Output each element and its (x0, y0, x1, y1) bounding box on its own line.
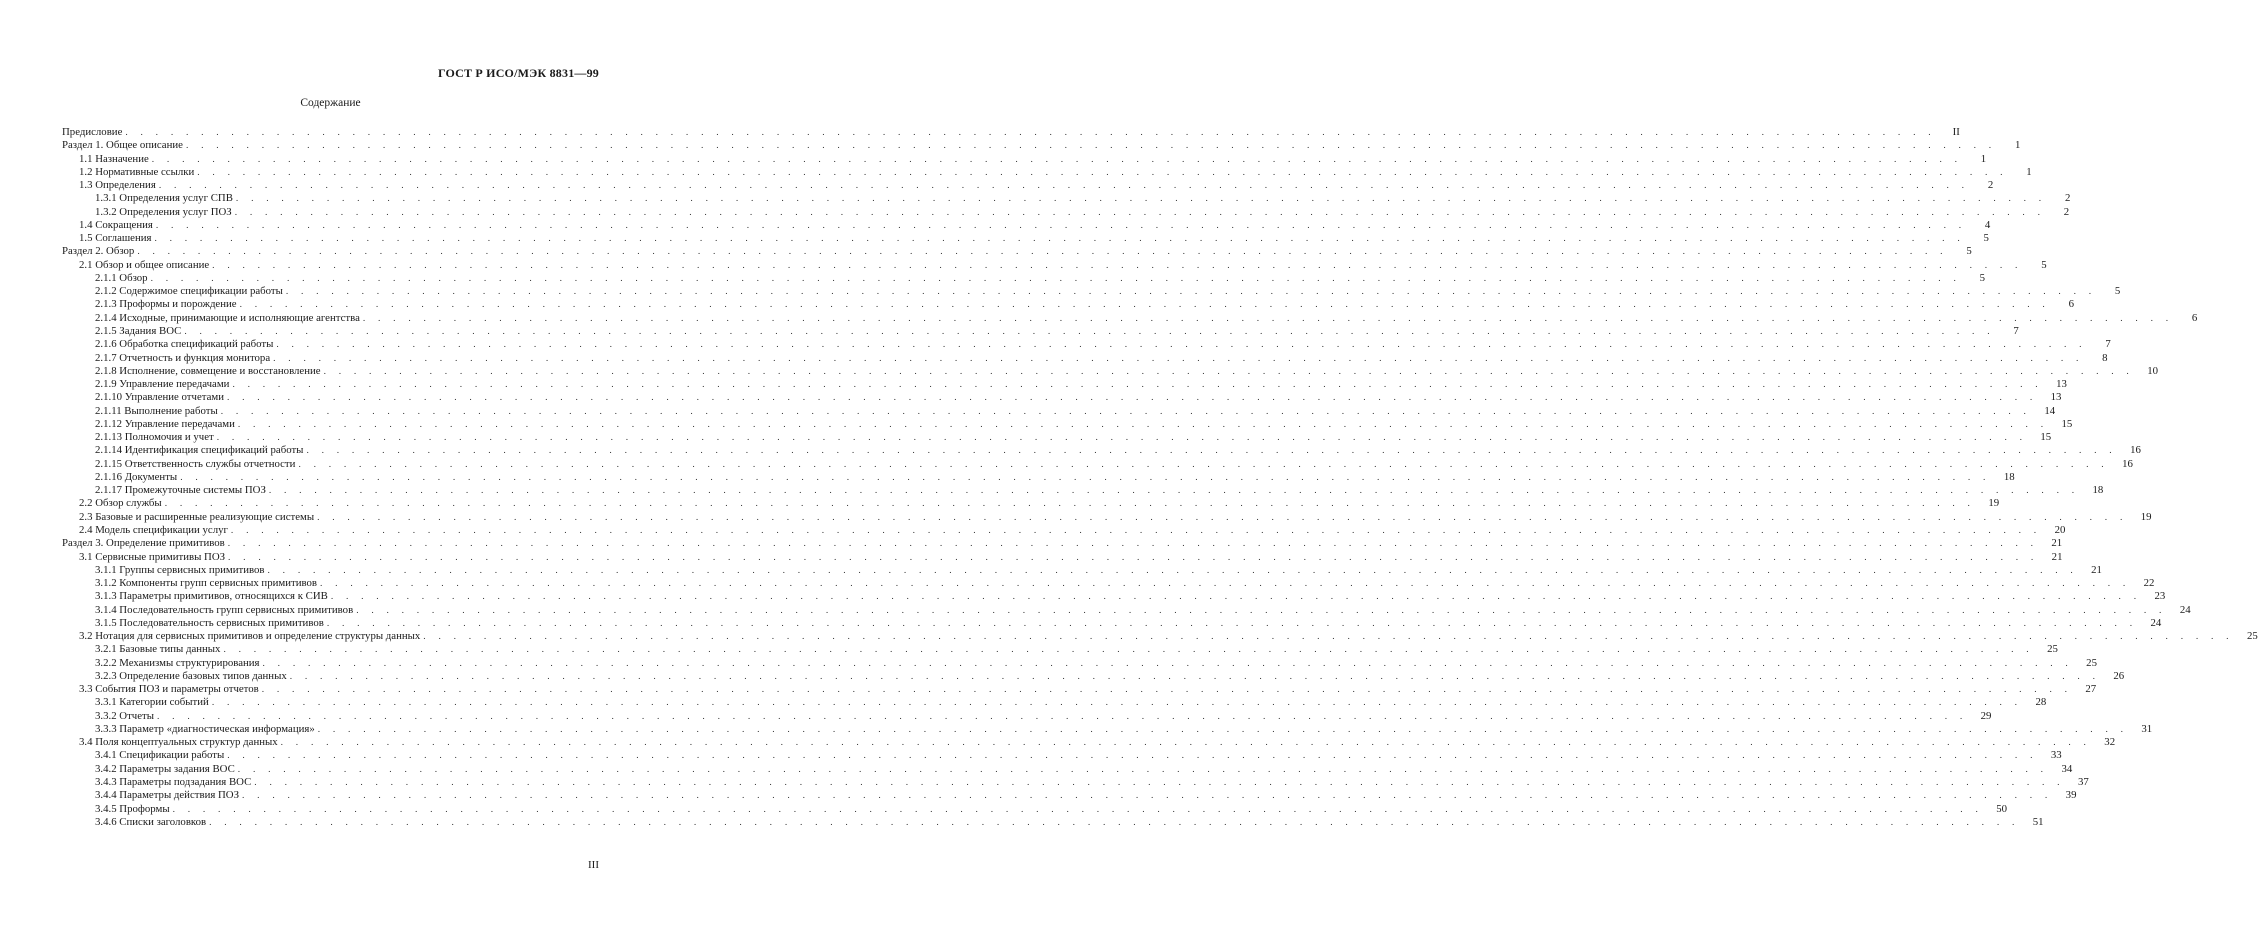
toc-entry-page: 5 (2041, 258, 2047, 271)
toc-entry[interactable] (62, 232, 1989, 245)
toc-entry-page: 32 (2104, 736, 2116, 749)
toc-leader-dots: . . . . . . . . . . . . . . . . . . . . . . . . . . . . . . . . . . . . . . . . . . . . . . . . . . . . . . . . . . . . . . . . . . . . . . . . . . . . . . . . . . . . . . . . . . . . . . . . . . . . . . . . . . . . . . . . . . . . . . . . (228, 552, 2039, 563)
toc-leader-dots: . . . . . . . . . . . . . . . . . . . . . . . . . . . . . . . . . . . . . . . . . . . . . . . . . . . . . . . . . . . . . . . . . . . . . . . . . . . . . . . . . . . . . . . . . . . . . . . . . . . . . . . . . . . . . . . . . . . . . . . . (180, 472, 1991, 483)
toc-leader-dots: . . . . . . . . . . . . . . . . . . . . . . . . . . . . . . . . . . . . . . . . . . . . . . . . . . . . . . . . . . . . . . . . . . . . . . . . . . . . . . . . . . . . . . . . . . . . . . . . . . . . . . . . . . . . . . . . . . . . . . . . (237, 419, 2049, 430)
toc-leader-dots: . . . . . . . . . . . . . . . . . . . . . . . . . . . . . . . . . . . . . . . . . . . . . . . . . . . . . . . . . . . . . . . . . . . . . . . . . . . . . . . . . . . . . . . . . . . . . . . . . . . . . . . . . . . . . . . . . . . . . . . . (223, 645, 2034, 656)
toc-entry[interactable] (62, 510, 2152, 524)
toc-entry[interactable] (62, 736, 2116, 749)
toc-entry-page: 8 (2102, 351, 2108, 364)
toc-entry-label: 2.4 Модель спецификации услуг (79, 523, 228, 536)
toc-entry[interactable] (62, 364, 2158, 378)
toc-entry[interactable] (62, 404, 2056, 418)
toc-leader-dots: . . . . . . . . . . . . . . . . . . . . . . . . . . . . . . . . . . . . . . . . . . . . . . . . . . . . . . . . . . . . . . . . . . . . . . . . . . . . . . . . . . . . . . . . . . . . . . . . . . . . . . . . . . . . . . . . . . . . . . . . (155, 220, 1967, 231)
toc-entry-page: 14 (2044, 404, 2056, 417)
toc-leader-dots: . . . . . . . . . . . . . . . . . . . . . . . . . . . . . . . . . . . . . . . . . . . . . . . . . . . . . . . . . . . . . . . . . . . . . . . . . . . . . . . . . . . . . . . . . . . . . . . . . . . . . . . . . . . . . . . . . . . . . . . . (423, 632, 2234, 643)
toc-entry-label: 3.1.4 Последовательность групп сервисных примитивов (95, 603, 354, 616)
toc-entry-page: 31 (2141, 722, 2153, 735)
toc-entry[interactable] (62, 550, 2063, 564)
toc-leader-dots: . . . . . . . . . . . . . . . . . . . . . . . . . . . . . . . . . . . . . . . . . . . . . . . . . . . . . . . . . . . . . . . . . . . . . . . . . . . . . . . . . . . . . . . . . . . . . . . . . . . . . . . . . . . . . . . . . . . . . . . . (184, 326, 1995, 337)
toc-entry-label: 2.2 Обзор службы (79, 497, 162, 510)
toc-leader-dots: . . . . . . . . . . . . . . . . . . . . . . . . . . . . . . . . . . . . . . . . . . . . . . . . . . . . . . . . . . . . . . . . . . . . . . . . . . . . . . . . . . . . . . . . . . . . . . . . . . . . . . . . . . . . . . . . . . . . . . . . (230, 525, 2042, 536)
toc-entry[interactable] (62, 722, 2153, 736)
toc-entry-label: Раздел 2. Обзор (62, 245, 135, 258)
toc-entry[interactable] (62, 523, 2066, 537)
toc-entry-label: 1.4 Сокращения (79, 218, 153, 231)
toc-entry[interactable] (62, 709, 1992, 723)
toc-entry-page: 21 (2051, 550, 2063, 563)
toc-entry-label: 2.1.12 Управление передачами (95, 417, 235, 430)
toc-entry-page: 18 (2003, 470, 2015, 483)
toc-entry-label: 2.1.7 Отчетность и функция монитора (95, 351, 271, 364)
toc-entry[interactable] (62, 669, 2125, 683)
toc-entry-label: 1.2 Нормативные ссылки (79, 165, 195, 178)
toc-entry-page: 24 (2150, 616, 2162, 629)
toc-entry[interactable] (62, 444, 2141, 457)
toc-leader-dots: . . . . . . . . . . . . . . . . . . . . . . . . . . . . . . . . . . . . . . . . . . . . . . . . . . . . . . . . . . . . . . . . . . . . . . . . . . . . . . . . . . . . . . . . . . . . . . . . . . . . . . . . . . . . . . . . . . . . . . . . (326, 618, 2138, 629)
toc-entry-label: 2.1.1 Обзор (95, 271, 148, 284)
toc-entry[interactable] (62, 484, 2104, 497)
toc-leader-dots: . . . . . . . . . . . . . . . . . . . . . . . . . . . . . . . . . . . . . . . . . . . . . . . . . . . . . . . . . . . . . . . . . . . . . . . . . . . . . . . . . . . . . . . . . . . . . . . . . . . . . . . . . . . . . . . . . . . . . . . . (356, 605, 2167, 616)
toc-entry-page: 23 (2154, 590, 2166, 603)
toc-entry-page: 6 (2068, 298, 2075, 311)
toc-entry-page: 37 (2077, 776, 2089, 789)
toc-entry[interactable] (62, 152, 1987, 166)
toc-entry-label: 3.4.4 Параметры действия ПОЗ (95, 789, 240, 802)
toc-entry-page: 25 (2246, 630, 2258, 643)
toc-entry-page: II (1952, 126, 1960, 138)
toc-entry[interactable] (62, 749, 2062, 762)
toc-entry-label: 2.1.2 Содержимое спецификации работы (95, 285, 283, 298)
toc-leader-dots: . . . . . . . . . . . . . . . . . . . . . . . . . . . . . . . . . . . . . . . . . . . . . . . . . . . . . . . . . . . . . . . . . . . . . . . . . . . . . . . . . . . . . . . . . . . . . . . . . . . . . . . . . . . . . . . . . . . . . . . . (234, 207, 2046, 218)
toc-entry-label: 1.3.1 Определения услуг СПВ (95, 192, 233, 205)
toc-leader-dots: . . . . . . . . . . . . . . . . . . . . . . . . . . . . . . . . . . . . . . . . . . . . . . . . . . . . . . . . . . . . . . . . . . . . . . . . . . . . . . . . . . . . . . . . . . . . . . . . . . . . . . . . . . . . . . . . . . . . . . . . (237, 764, 2049, 775)
toc-leader-dots: . . . . . . . . . . . . . . . . . . . . . . . . . . . . . . . . . . . . . . . . . . . . . . . . . . . . . . . . . . . . . . . . . . . . . . . . . . . . . . . . . . . . . . . . . . . . . . . . . . . . . . . . . . . . . . . . . . . . . . . . (254, 778, 2065, 789)
toc-leader-dots: . . . . . . . . . . . . . . . . . . . . . . . . . . . . . . . . . . . . . . . . . . . . . . . . . . . . . . . . . . . . . . . . . . . . . . . . . . . . . . . . . . . . . . . . . . . . . . . . . . . . . . . . . . . . . . . . . . . . . . . . (157, 711, 1968, 722)
toc-entry-page: 28 (2035, 696, 2047, 709)
toc-entry-page: 21 (2091, 563, 2102, 576)
toc-entry[interactable] (62, 616, 2162, 630)
toc-leader-dots: . . . . . . . . . . . . . . . . . . . . . . . . . . . . . . . . . . . . . . . . . . . . . . . . . . . . . . . . . . . . . . . . . . . . . . . . . . . . . . . . . . . . . . . . . . . . . . . . . . . . . . . . . . . . . . . . . . . . . . . . (164, 499, 1976, 510)
toc-entry[interactable] (62, 802, 2008, 816)
toc-leader-dots: . . . . . . . . . . . . . . . . . . . . . . . . . . . . . . . . . . . . . . . . . . . . . . . . . . . . . . . . . . . . . . . . . . . . . . . . . . . . . . . . . . . . . . . . . . . . . . . . . . . . . . . . . . . . . . . . . . . . . . . . (317, 512, 2128, 523)
toc-entry-label: 2.1.10 Управление отчетами (95, 391, 224, 404)
toc-entry[interactable] (62, 205, 2070, 219)
toc-entry-label: 1.3.2 Определения услуг ПОЗ (95, 205, 232, 218)
toc-entry-label: 3.2.3 Определение базовых типов данных (95, 669, 287, 682)
toc-entry[interactable] (62, 762, 2073, 776)
toc-entry-label: 3.4.2 Параметры задания ВОС (95, 762, 235, 775)
toc-leader-dots: . . . . . . . . . . . . . . . . . . . . . . . . . . . . . . . . . . . . . . . . . . . . . . . . . . . . . . . . . . . . . . . . . . . . . . . . . . . . . . . . . . . . . . . . . . . . . . . . . . . . . . . . . . . . . . . . . . . . . . . . (216, 433, 2028, 444)
toc-leader-dots: . . . . . . . . . . . . . . . . . . . . . . . . . . . . . . . . . . . . . . . . . . . . . . . . . . . . . . . . . . . . . . . . . . . . . . . . . . . . . . . . . . . . . . . . . . . . . . . . . . . . . . . . . . . . . . . . . . . . . . . . (317, 724, 2129, 735)
toc-entry[interactable] (62, 431, 2052, 444)
toc-entry-label: 3.4.3 Параметры подзадания ВОС (95, 776, 252, 789)
toc-entry-page: 25 (2047, 643, 2058, 656)
toc-entry-page: 1 (2014, 139, 2021, 152)
page-number: III (588, 859, 599, 871)
toc-leader-dots: . . . . . . . . . . . . . . . . . . . . . . . . . . . . . . . . . . . . . . . . . . . . . . . . . . . . . . . . . . . . . . . . . . . . . . . . . . . . . . . . . . . . . . . . . . . . . . . . . . . . . . . . . . . . . . . . . . . . . . . . (323, 366, 2134, 377)
toc-title: Содержание (300, 97, 361, 109)
toc-entry-label: 3.4 Поля концептуальных структур данных (79, 736, 278, 749)
toc-entry[interactable] (62, 643, 2058, 656)
toc-entry-page: 5 (1983, 232, 1989, 245)
toc-entry[interactable] (62, 271, 1986, 285)
toc-leader-dots: . . . . . . . . . . . . . . . . . . . . . . . . . . . . . . . . . . . . . . . . . . . . . . . . . . . . . . . . . . . . . . . . . . . . . . . . . . . . . . . . . . . . . . . . . . . . . . . . . . . . . . . . . . . . . . . . . . . . . . . . (158, 181, 1970, 192)
toc-leader-dots: . . . . . . . . . . . . . . . . . . . . . . . . . . . . . . . . . . . . . . . . . . . . . . . . . . . . . . . . . . . . . . . . . . . . . . . . . . . . . . . . . . . . . . . . . . . . . . . . . . . . . . . . . . . . . . . . . . . . . . . . (172, 804, 1984, 815)
toc-entry[interactable] (62, 563, 2102, 577)
toc-entry-page: 13 (2050, 391, 2062, 404)
toc-leader-dots: . . . . . . . . . . . . . . . . . . . . . . . . . . . . . . . . . . . . . . . . . . . . . . . . . . . . . . . . . . . . . . . . . . . . . . . . . . . . . . . . . . . . . . . . . . . . . . . . . . . . . . . . . . . . . . . . . . . . . . . . (289, 671, 2101, 682)
toc-entry-label: 2.1.4 Исходные, принимающие и исполняющие агентства (95, 311, 360, 324)
toc-entry-label: 2.1.9 Управление передачами (95, 378, 230, 391)
toc-leader-dots: . . . . . . . . . . . . . . . . . . . . . . . . . . . . . . . . . . . . . . . . . . . . . . . . . . . . . . . . . . . . . . . . . . . . . . . . . . . . . . . . . . . . . . . . . . . . . . . . . . . . . . . . . . . . . . . . . . . . . . . . (280, 738, 2092, 749)
toc-entry-label: 3.3.2 Отчеты (95, 709, 155, 722)
toc-entry[interactable] (62, 417, 2073, 431)
toc-entry-page: 10 (2147, 364, 2158, 377)
toc-entry-label: Раздел 1. Общее описание (62, 139, 183, 152)
toc-entry[interactable] (62, 603, 2191, 617)
toc-entry-label: 3.1.3 Параметры примитивов, относящихся к СИВ (95, 590, 328, 603)
toc-leader-dots: . . . . . . . . . . . . . . . . . . . . . . . . . . . . . . . . . . . . . . . . . . . . . . . . . . . . . . . . . . . . . . . . . . . . . . . . . . . . . . . . . . . . . . . . . . . . . . . . . . . . . . . . . . . . . . . . . . . . . . . . (232, 380, 2043, 391)
toc-entry-label: 1.1 Назначение (79, 152, 149, 165)
toc-entry-label: 2.1.17 Промежуточные системы ПОЗ (95, 484, 266, 497)
toc-entry-label: 2.3 Базовые и расширенные реализующие системы (79, 510, 315, 523)
toc-entry[interactable] (62, 218, 1991, 232)
toc-entry-page: 16 (2122, 457, 2133, 470)
toc-entry[interactable] (62, 537, 2063, 550)
toc-entry[interactable] (62, 696, 2047, 709)
toc-entry-page: 15 (2040, 431, 2052, 444)
toc-entry-label: 3.3 События ПОЗ и параметры отчетов (79, 683, 259, 696)
toc-entry-page: 20 (2054, 523, 2066, 536)
toc-entry[interactable] (62, 192, 2071, 205)
toc-entry-page: 5 (1966, 245, 1972, 258)
toc-entry[interactable] (62, 139, 2021, 152)
toc-entry-page: 1 (1980, 152, 1987, 165)
toc-entry[interactable] (62, 165, 2032, 179)
toc-entry[interactable] (62, 338, 2111, 351)
toc-entry-label: 3.4.5 Проформы (95, 802, 170, 815)
toc-entry[interactable] (62, 179, 1994, 192)
toc-entry-label: 3.2.1 Базовые типы данных (95, 643, 221, 656)
toc-entry[interactable] (62, 815, 2044, 829)
toc-entry-page: 33 (2050, 749, 2062, 762)
toc-entry-label: 2.1.16 Документы (95, 470, 178, 483)
toc-entry-page: 7 (2013, 324, 2019, 337)
toc-leader-dots: . . . . . . . . . . . . . . . . . . . . . . . . . . . . . . . . . . . . . . . . . . . . . . . . . . . . . . . . . . . . . . . . . . . . . . . . . . . . . . . . . . . . . . . . . . . . . . . . . . . . . . . . . . . . . . . . . . . . . . . . (298, 459, 2109, 470)
toc-entry[interactable] (62, 391, 2062, 404)
toc-entry[interactable] (62, 378, 2067, 391)
toc-entry[interactable] (62, 590, 2166, 603)
toc-leader-dots: . . . . . . . . . . . . . . . . . . . . . . . . . . . . . . . . . . . . . . . . . . . . . . . . . . . . . . . . . . . . . . . . . . . . . . . . . . . . . . . . . . . . . . . . . . . . . . . . . . . . . . . . . . . . . . . . . . . . . . . . (267, 565, 2078, 576)
toc-entry-page: 19 (1988, 497, 2000, 510)
toc-leader-dots: . . . . . . . . . . . . . . . . . . . . . . . . . . . . . . . . . . . . . . . . . . . . . . . . . . . . . . . . . . . . . . . . . . . . . . . . . . . . . . . . . . . . . . . . . . . . . . . . . . . . . . . . . . . . . . . . . . . . . . . . (227, 539, 2039, 550)
toc-entry-page: 24 (2179, 603, 2191, 616)
toc-entry-label: 3.1.1 Группы сервисных примитивов (95, 563, 265, 576)
toc-entry-label: 3.1.5 Последовательность сервисных примитивов (95, 616, 324, 629)
toc-entry-page: 18 (2092, 484, 2104, 497)
toc-entry-label: 2.1.14 Идентификация спецификаций работы (95, 444, 304, 457)
toc-entry-page: 34 (2061, 762, 2073, 775)
toc-leader-dots: . . . . . . . . . . . . . . . . . . . . . . . . . . . . . . . . . . . . . . . . . . . . . . . . . . . . . . . . . . . . . . . . . . . . . . . . . . . . . . . . . . . . . . . . . . . . . . . . . . . . . . . . . . . . . . . . . . . . . . . . (261, 685, 2073, 696)
toc-entry-label: 3.3.3 Параметр «диагностическая информация» (95, 722, 315, 735)
toc-entry[interactable] (62, 126, 1960, 139)
toc-entry-page: 27 (2085, 683, 2097, 696)
toc-entry-label: 3.2 Нотация для сервисных примитивов и определение структуры данных (79, 630, 421, 643)
toc-leader-dots: . . . . . . . . . . . . . . . . . . . . . . . . . . . . . . . . . . . . . . . . . . . . . . . . . . . . . . . . . . . . . . . . . . . . . . . . . . . . . . . . . . . . . . . . . . . . . . . . . . . . . . . . . . . . . . . . . . . . . . . . (227, 751, 2038, 762)
toc-entry[interactable] (62, 324, 2019, 338)
toc-entry-page: 19 (2140, 510, 2152, 523)
toc-leader-dots: . . . . . . . . . . . . . . . . . . . . . . . . . . . . . . . . . . . . . . . . . . . . . . . . . . . . . . . . . . . . . . . . . . . . . . . . . . . . . . . . . . . . . . . . . . . . . . . . . . . . . . . . . . . . . . . . . . . . . . . . (330, 592, 2142, 603)
toc-entry-label: 1.3 Определения (79, 179, 156, 192)
document-header: ГОСТ Р ИСО/МЭК 8831—99 (437, 66, 599, 80)
toc-entry-page: 7 (2105, 338, 2111, 351)
toc-leader-dots: . . . . . . . . . . . . . . . . . . . . . . . . . . . . . . . . . . . . . . . . . . . . . . . . . . . . . . . . . . . . . . . . . . . . . . . . . . . . . . . . . . . . . . . . . . . . . . . . . . . . . . . . . . . . . . . . . . . . . . . . (276, 340, 2087, 351)
toc-entry-page: 39 (2065, 789, 2077, 802)
toc-entry-page: 25 (2086, 656, 2097, 669)
toc-entry-label: 3.2.2 Механизмы структурирования (95, 656, 260, 669)
toc-leader-dots: . . . . . . . . . . . . . . . . . . . . . . . . . . . . . . . . . . . . . . . . . . . . . . . . . . . . . . . . . . . . . . . . . . . . . . . . . . . . . . . . . . . . . . . . . . . . . . . . . . . . . . . . . . . . . . . . . . . . . . . . (268, 486, 2080, 497)
toc-entry-page: 13 (2056, 378, 2067, 391)
toc-entry-page: 5 (2114, 285, 2121, 298)
toc-leader-dots: . . . . . . . . . . . . . . . . . . . . . . . . . . . . . . . . . . . . . . . . . . . . . . . . . . . . . . . . . . . . . . . . . . . . . . . . . . . . . . . . . . . . . . . . . . . . . . . . . . . . . . . . . . . . . . . . . . . . . . . . (362, 313, 2174, 324)
toc-entry[interactable] (62, 351, 2108, 365)
toc-entry-page: 1 (2026, 165, 2032, 178)
toc-entry-page: 2 (2063, 205, 2070, 218)
toc-entry[interactable] (62, 776, 2089, 789)
toc-entry-page: 50 (1996, 802, 2008, 815)
toc-leader-dots: . . . . . . . . . . . . . . . . . . . . . . . . . . . . . . . . . . . . . . . . . . . . . . . . . . . . . . . . . . . . . . . . . . . . . . . . . . . . . . . . . . . . . . . . . . . . . . . . . . . . . . . . . . . . . . . . . . . . . . . . (211, 698, 2023, 709)
toc-leader-dots: . . . . . . . . . . . . . . . . . . . . . . . . . . . . . . . . . . . . . . . . . . . . . . . . . . . . . . . . . . . . . . . . . . . . . . . . . . . . . . . . . . . . . . . . . . . . . . . . . . . . . . . . . . . . . . . . . . . . . . . . (154, 234, 1965, 245)
toc-entry-label: 2.1.8 Исполнение, совмещение и восстановление (95, 364, 321, 377)
toc-leader-dots: . . . . . . . . . . . . . . . . . . . . . . . . . . . . . . . . . . . . . . . . . . . . . . . . . . . . . . . . . . . . . . . . . . . . . . . . . . . . . . . . . . . . . . . . . . . . . . . . . . . . . . . . . . . . . . . . . . . . . . . . (185, 141, 1997, 152)
toc-entry-page: 29 (1980, 709, 1992, 722)
toc-entry[interactable] (62, 683, 2097, 696)
toc-entry-page: 15 (2061, 417, 2073, 430)
toc-entry-label: 2.1.13 Полномочия и учет (95, 431, 214, 444)
toc-entry[interactable] (62, 789, 2077, 802)
toc-leader-dots: . . . . . . . . . . . . . . . . . . . . . . . . . . . . . . . . . . . . . . . . . . . . . . . . . . . . . . . . . . . . . . . . . . . . . . . . . . . . . . . . . . . . . . . . . . . . . . . . . . . . . . . . . . . . . . . . . . . . . . . . (273, 353, 2084, 364)
toc-entry-label: 2.1.6 Обработка спецификаций работы (95, 338, 274, 351)
toc-entry-page: 5 (1979, 271, 1986, 284)
toc-entry-label: 2.1.5 Задания ВОС (95, 324, 182, 337)
toc-leader-dots: . . . . . . . . . . . . . . . . . . . . . . . . . . . . . . . . . . . . . . . . . . . . . . . . . . . . . . . . . . . . . . . . . . . . . . . . . . . . . . . . . . . . . . . . . . . . . . . . . . . . . . . . . . . . . . . . . . . . . . . . (220, 406, 2032, 417)
toc-leader-dots: . . . . . . . . . . . . . . . . . . . . . . . . . . . . . . . . . . . . . . . . . . . . . . . . . . . . . . . . . . . . . . . . . . . . . . . . . . . . . . . . . . . . . . . . . . . . . . . . . . . . . . . . . . . . . . . . . . . . . . . . (285, 287, 2097, 298)
toc-leader-dots: . . . . . . . . . . . . . . . . . . . . . . . . . . . . . . . . . . . . . . . . . . . . . . . . . . . . . . . . . . . . . . . . . . . . . . . . . . . . . . . . . . . . . . . . . . . . . . . . . . . . . . . . . . . . . . . . . . . . . . . . (242, 791, 2053, 802)
toc-entry-label: 2.1 Обзор и общее описание (79, 258, 210, 271)
toc-entry[interactable] (62, 245, 1972, 258)
toc-entry[interactable] (62, 630, 2258, 643)
toc-leader-dots: . . . . . . . . . . . . . . . . . . . . . . . . . . . . . . . . . . . . . . . . . . . . . . . . . . . . . . . . . . . . . . . . . . . . . . . . . . . . . . . . . . . . . . . . . . . . . . . . . . . . . . . . . . . . . . . . . . . . . . . . (239, 300, 2051, 311)
toc-entry-label: 3.1 Сервисные примитивы ПОЗ (79, 550, 226, 563)
toc-entry-label: 3.4.1 Спецификации работы (95, 749, 225, 762)
toc-leader-dots: . . . . . . . . . . . . . . . . . . . . . . . . . . . . . . . . . . . . . . . . . . . . . . . . . . . . . . . . . . . . . . . . . . . . . . . . . . . . . . . . . . . . . . . . . . . . . . . . . . . . . . . . . . . . . . . . . . . . . . . . (235, 194, 2047, 205)
toc-entry-label: Раздел 3. Определение примитивов (62, 537, 225, 550)
toc-leader-dots: . . . . . . . . . . . . . . . . . . . . . . . . . . . . . . . . . . . . . . . . . . . . . . . . . . . . . . . . . . . . . . . . . . . . . . . . . . . . . . . . . . . . . . . . . . . . . . . . . . . . . . . . . . . . . . . . . . . . . . . . (197, 167, 2008, 178)
toc-entry-label: 3.1.2 Компоненты групп сервисных примитивов (95, 577, 318, 590)
toc-leader-dots: . . . . . . . . . . . . . . . . . . . . . . . . . . . . . . . . . . . . . . . . . . . . . . . . . . . . . . . . . . . . . . . . . . . . . . . . . . . . . . . . . . . . . . . . . . . . . . . . . . . . . . . . . . . . . . . . . . . . . . . . (209, 817, 2020, 828)
toc-leader-dots: . . . . . . . . . . . . . . . . . . . . . . . . . . . . . . . . . . . . . . . . . . . . . . . . . . . . . . . . . . . . . . . . . . . . . . . . . . . . . . . . . . . . . . . . . . . . . . . . . . . . . . . . . . . . . . . . . . . . . . . . (151, 154, 1963, 165)
toc-entry[interactable] (62, 656, 2097, 670)
toc-leader-dots: . . . . . . . . . . . . . . . . . . . . . . . . . . . . . . . . . . . . . . . . . . . . . . . . . . . . . . . . . . . . . . . . . . . . . . . . . . . . . . . . . . . . . . . . . . . . . . . . . . . . . . . . . . . . . . . . . . . . . . . . (306, 446, 2117, 457)
toc-entry-label: 1.5 Соглашения (79, 232, 152, 245)
toc-entry-page: 21 (2051, 537, 2063, 550)
toc-entry[interactable] (62, 285, 2121, 298)
toc-entry[interactable] (62, 258, 2047, 272)
toc-entry-page: 26 (2113, 669, 2125, 682)
toc-entry-page: 16 (2130, 444, 2141, 457)
toc-entry-label: 3.3.1 Категории событий (95, 696, 209, 709)
toc-entry[interactable] (62, 577, 2155, 590)
table-of-contents (62, 126, 2258, 829)
toc-leader-dots: . . . . . . . . . . . . . . . . . . . . . . . . . . . . . . . . . . . . . . . . . . . . . . . . . . . . . . . . . . . . . . . . . . . . . . . . . . . . . . . . . . . . . . . . . . . . . . . . . . . . . . . . . . . . . . . . . . . . . . . . (137, 247, 1948, 258)
toc-entry-page: 6 (2191, 311, 2198, 324)
toc-entry-page: 4 (1984, 218, 1991, 231)
toc-leader-dots: . . . . . . . . . . . . . . . . . . . . . . . . . . . . . . . . . . . . . . . . . . . . . . . . . . . . . . . . . . . . . . . . . . . . . . . . . . . . . . . . . . . . . . . . . . . . . . . . . . . . . . . . . . . . . . . . . . . . . . . . (212, 260, 2023, 271)
toc-leader-dots: . . . . . . . . . . . . . . . . . . . . . . . . . . . . . . . . . . . . . . . . . . . . . . . . . . . . . . . . . . . . . . . . . . . . . . . . . . . . . . . . . . . . . . . . . . . . . . . . . . . . . . . . . . . . . . . . . . . . . . . . (227, 393, 2038, 404)
toc-entry[interactable] (62, 470, 2015, 484)
toc-entry-page: 51 (2032, 815, 2044, 828)
toc-entry-label: 2.1.3 Проформы и порождение (95, 298, 237, 311)
toc-entry[interactable] (62, 457, 2133, 471)
toc-entry[interactable] (62, 298, 2075, 311)
toc-entry[interactable] (62, 497, 2000, 510)
toc-leader-dots: . . . . . . . . . . . . . . . . . . . . . . . . . . . . . . . . . . . . . . . . . . . . . . . . . . . . . . . . . . . . . . . . . . . . . . . . . . . . . . . . . . . . . . . . . . . . . . . . . . . . . . . . . . . . . . . . . . . . . . . . (125, 128, 1936, 138)
toc-entry-label: Предисловие (62, 126, 123, 138)
toc-entry-label: 2.1.15 Ответственность службы отчетности (95, 457, 296, 470)
toc-leader-dots: . . . . . . . . . . . . . . . . . . . . . . . . . . . . . . . . . . . . . . . . . . . . . . . . . . . . . . . . . . . . . . . . . . . . . . . . . . . . . . . . . . . . . . . . . . . . . . . . . . . . . . . . . . . . . . . . . . . . . . . . (320, 579, 2131, 590)
toc-entry-page: 2 (2064, 192, 2071, 205)
toc-entry-page: 22 (2143, 577, 2155, 590)
toc-leader-dots: . . . . . . . . . . . . . . . . . . . . . . . . . . . . . . . . . . . . . . . . . . . . . . . . . . . . . . . . . . . . . . . . . . . . . . . . . . . . . . . . . . . . . . . . . . . . . . . . . . . . . . . . . . . . . . . . . . . . . . . . (262, 658, 2073, 669)
toc-leader-dots: . . . . . . . . . . . . . . . . . . . . . . . . . . . . . . . . . . . . . . . . . . . . . . . . . . . . . . . . . . . . . . . . . . . . . . . . . . . . . . . . . . . . . . . . . . . . . . . . . . . . . . . . . . . . . . . . . . . . . . . . (150, 273, 1962, 284)
toc-entry-page: 2 (1987, 179, 1994, 192)
toc-entry-label: 2.1.11 Выполнение работы (95, 404, 218, 417)
toc-entry-label: 3.4.6 Списки заголовков (95, 815, 207, 828)
toc-entry[interactable] (62, 311, 2198, 325)
